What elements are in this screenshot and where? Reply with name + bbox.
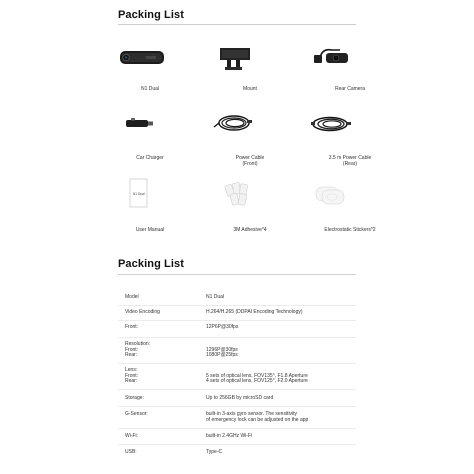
packing-item-dashcam	[100, 40, 200, 115]
spec-divider	[118, 406, 356, 407]
spec-divider	[118, 428, 356, 429]
spec-divider	[118, 444, 356, 445]
spec-label: Video Encoding	[125, 309, 160, 315]
car-charger-icon	[100, 106, 200, 161]
spec-divider	[118, 337, 356, 338]
specs-title: Packing List	[118, 258, 184, 270]
specs-divider	[118, 274, 356, 275]
spec-label: G-Sensor:	[125, 411, 148, 417]
spec-label: Resolution: Front: Rear:	[125, 341, 151, 358]
packing-item-mount	[200, 40, 300, 115]
manual-icon	[100, 177, 200, 232]
spec-value: 12P6P@30fps	[206, 324, 239, 330]
item-caption: 3M Adhesive*4	[233, 227, 267, 233]
packing-item-power-cable-front	[200, 106, 300, 181]
spec-value: 1296P@30fps 1080P@25fps	[206, 346, 238, 358]
spec-value: 5 sets of optical lens, FOV135°, F1.8 Aperture 4 sets of optical lens, FOV125°, F2.0 Aperture	[206, 372, 308, 384]
spec-label: USB:	[125, 449, 137, 455]
item-caption: Car Charger	[136, 155, 164, 161]
item-caption: 3.5 m Power Cable (Rear)	[328, 155, 372, 167]
spec-value: Up to 256GB by microSD card	[206, 395, 274, 401]
spec-divider	[118, 305, 356, 306]
item-caption: Electrostatic Stickers*2	[324, 227, 376, 233]
packing-list-title: Packing List	[118, 9, 184, 21]
spec-divider	[118, 320, 356, 321]
sticker-icon	[300, 177, 400, 232]
spec-divider	[118, 363, 356, 364]
cable-icon	[200, 106, 300, 161]
spec-label: Front:	[125, 324, 139, 330]
item-caption: Power Cable (Front)	[235, 155, 265, 167]
spec-label: Wi-Fi:	[125, 433, 139, 439]
item-caption: User Manual	[135, 227, 165, 233]
packing-item-rear-camera	[300, 40, 400, 115]
spec-value: N1 Dual	[206, 294, 225, 300]
item-caption: Mount	[243, 86, 257, 92]
spec-value: built-in 2.4GHz Wi-Fi	[206, 433, 253, 439]
packing-item-power-cable-rear	[300, 106, 400, 181]
packing-list-divider	[118, 24, 356, 25]
spec-label: Model	[125, 294, 139, 300]
packing-item-user-manual	[100, 177, 200, 252]
spec-label: Lens: Front: Rear:	[125, 367, 139, 384]
packing-item-car-charger	[100, 106, 200, 181]
item-caption: N1 Dual	[140, 86, 160, 92]
item-caption: Rear Camera	[334, 86, 365, 92]
cable-icon	[300, 106, 400, 161]
packing-item-electrostatic-stickers	[300, 177, 400, 252]
spec-value: H.264/H.265 (DDPAI Encoding Technology)	[206, 309, 303, 315]
spec-value: Type-C	[206, 449, 223, 455]
spec-label: Storage:	[125, 395, 144, 401]
packing-item-adhesive	[200, 177, 300, 252]
manual-cover-text: N1 Dual	[133, 192, 145, 196]
spec-value: built-in 3-axis gyro sensor. The sensitivity of emergency lock can be adjusted on the app	[206, 411, 309, 423]
adhesive-icon	[200, 177, 300, 232]
spec-divider	[118, 389, 356, 390]
